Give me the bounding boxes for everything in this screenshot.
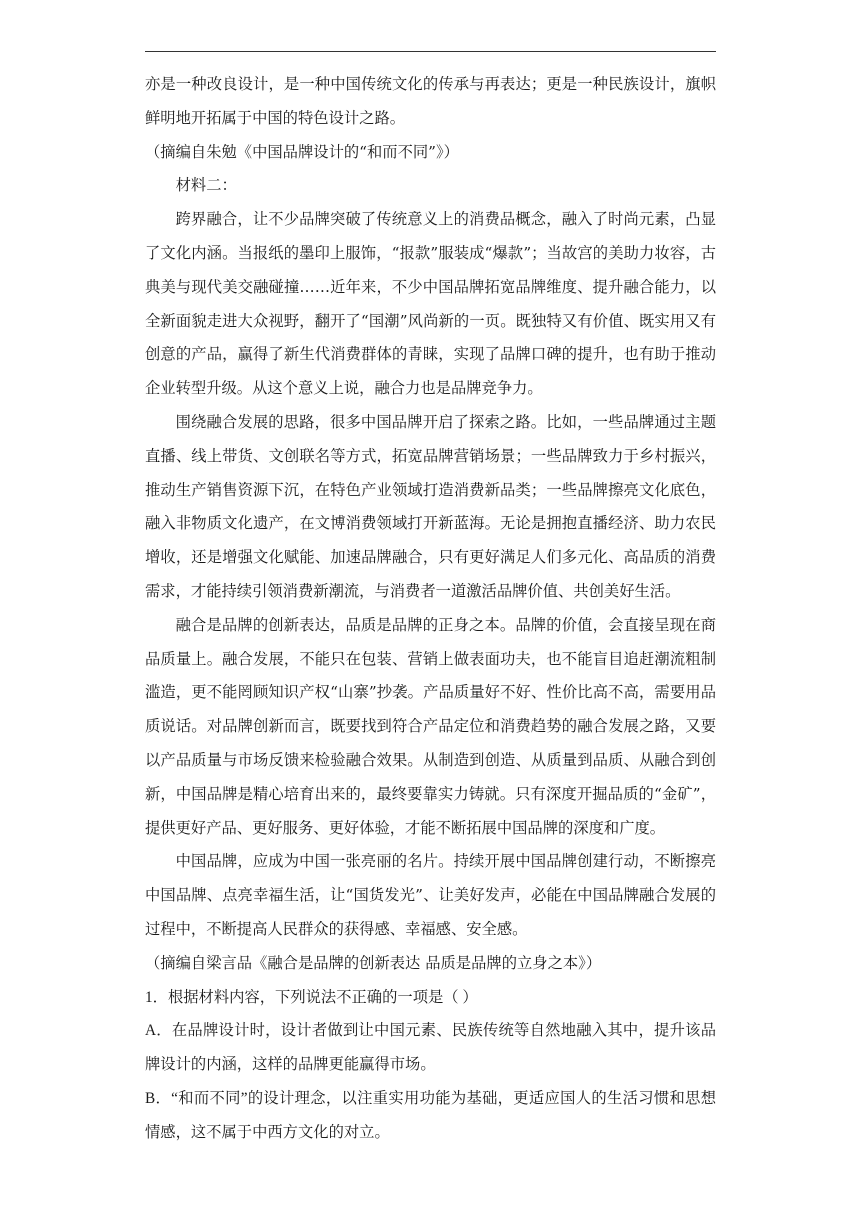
question-option-a: A．在品牌设计时，设计者做到让中国元素、民族传统等自然地融入其中，提升该品牌设计的内涵，这样的品牌更能赢得市场。: [145, 1022, 716, 1074]
paragraph: 跨界融合，让不少品牌突破了传统意义上的消费品概念，融入了时尚元素，凸显了文化内涵。当报纸的墨印上服饰，“报款”服装成“爆款”；当故宫的美助力妆容，古典美与现代美交融碰撞……近年来，不少中国品牌拓宽品牌维度、提升融合能力，以全新面貌走进大众视野，翻开了“国潮”风尚新的一页。既独特又有价值、既实用又有创意的产品，赢得了新生代消费群体的青睐，实现了品牌口碑的提升，也有助于推动企业转型升级。从这个意义上说，融合力也是品牌竞争力。: [145, 210, 716, 398]
question-stem: 1．根据材料内容，下列说法不正确的一项是（ ）: [145, 988, 478, 1006]
paragraph: 中国品牌，应成为中国一张亮丽的名片。持续开展中国品牌创建行动，不断擦亮中国品牌、点亮幸福生活，让“国货发光”、让美好发声，必能在中国品牌融合发展的过程中，不断提高人民群众的获得感、幸福感、安全感。: [145, 852, 716, 938]
source-citation-2: （摘编自梁言品《融合是品牌的创新表达 品质是品牌的立身之本》）: [145, 953, 602, 972]
material-two-label: 材料二：: [175, 176, 237, 195]
question-option-b: B．“和而不同”的设计理念，以注重实用功能为基础，更适应国人的生活习惯和思想情感，这不属于中西方文化的对立。: [145, 1089, 716, 1141]
header-rule: [145, 51, 716, 52]
material-one-tail: [145, 68, 716, 1150]
paragraph: 围绕融合发展的思路，很多中国品牌开启了探索之路。比如，一些品牌通过主题直播、线上带货、文创联名等方式，拓宽品牌营销场景；一些品牌致力于乡村振兴，推动生产销售资源下沉，在特色产业领域打造消费新品类；一些品牌擦亮文化底色，融入非物质文化遗产，在文博消费领域打开新蓝海。无论是拥抱直播经济、助力农民增收，还是增强文化赋能、加速品牌融合，只有更好满足人们多元化、高品质的消费需求，才能持续引领消费新潮流，与消费者一道激活品牌价值、共创美好生活。: [145, 412, 716, 600]
paragraph: 融合是品牌的创新表达，品质是品牌的正身之本。品牌的价值，会直接呈现在商品质量上。融合发展，不能只在包装、营销上做表面功夫，也不能盲目追赶潮流粗制滥造，更不能罔顾知识产权“山寨”抄袭。产品质量好不好、性价比高不高，需要用品质说话。对品牌创新而言，既要找到符合产品定位和消费趋势的融合发展之路，又要以产品质量与市场反馈来检验融合效果。从制造到创造、从质量到品质、从融合到创新，中国品牌是精心培育出来的，最终要靠实力铸就。只有深度开掘品质的“金矿”，提供更好产品、更好服务、更好体验，才能不断拓展中国品牌的深度和广度。: [145, 615, 716, 837]
paragraph: 亦是一种改良设计，是一种中国传统文化的传承与再表达；更是一种民族设计，旗帜鲜明地开拓属于中国的特色设计之路。: [145, 75, 716, 127]
source-citation-1: （摘编自朱勉《中国品牌设计的“和而不同”》）: [145, 142, 459, 161]
